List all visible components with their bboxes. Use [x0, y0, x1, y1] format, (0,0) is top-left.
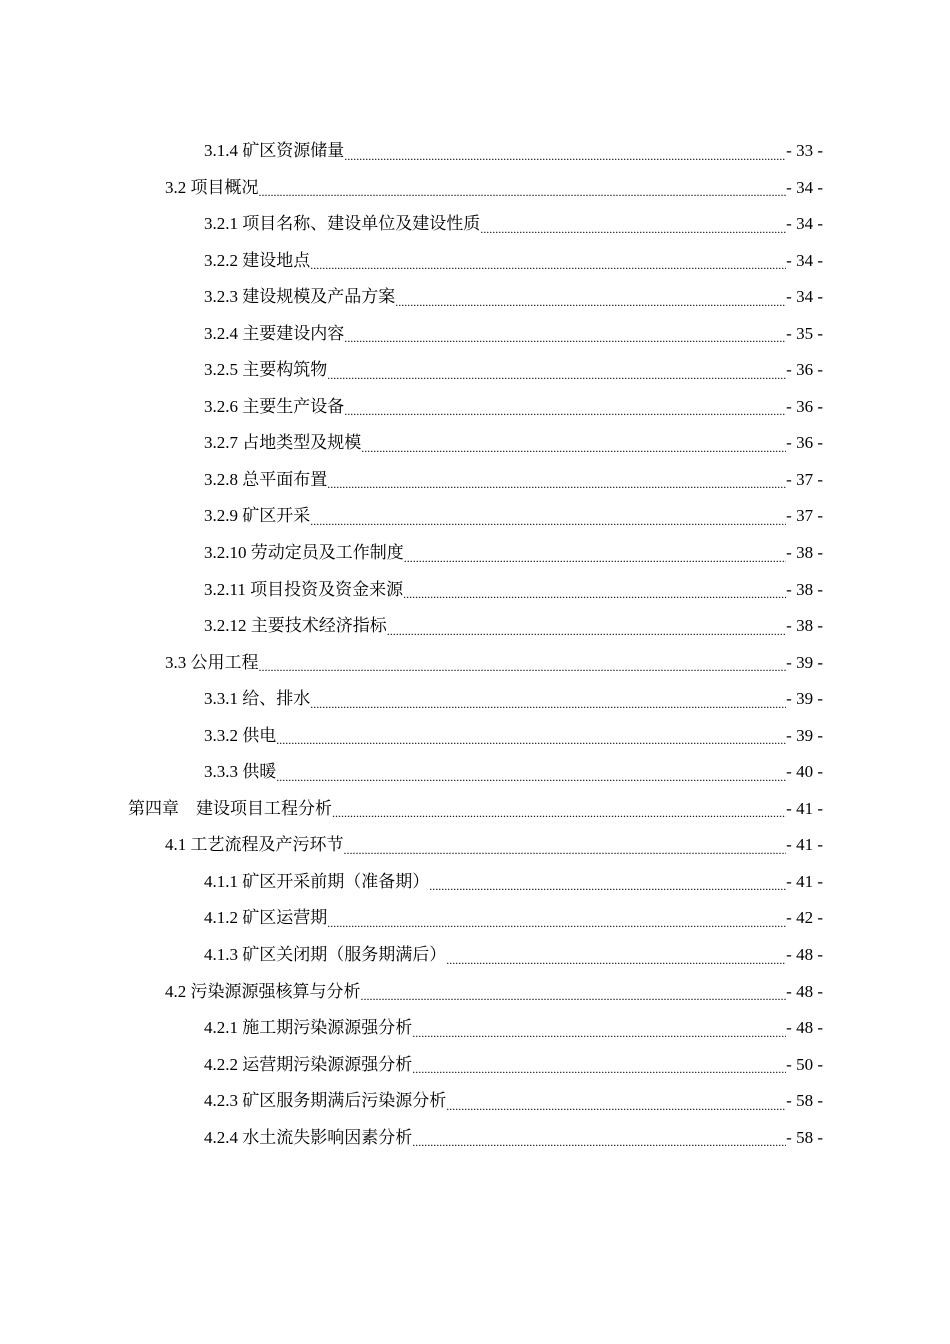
toc-entry-title: 3.2.10 劳动定员及工作制度 — [204, 543, 404, 563]
dot-leader — [327, 352, 786, 389]
dot-leader — [327, 462, 786, 499]
toc-entry[interactable] — [0, 937, 950, 974]
toc-entry-page-number: - 37 - — [786, 506, 823, 526]
toc-entry[interactable] — [0, 608, 950, 645]
toc-entry-title: 4.2 污染源源强核算与分析 — [165, 981, 361, 1001]
toc-entry[interactable] — [0, 1120, 950, 1157]
toc-entry[interactable] — [0, 243, 950, 280]
toc-entry[interactable] — [0, 498, 950, 535]
toc-entry-page-number: - 41 - — [786, 871, 823, 891]
dot-leader — [310, 498, 786, 535]
dot-leader — [276, 754, 786, 791]
toc-entry-page-number: - 42 - — [786, 908, 823, 928]
toc-entry-page-number: - 41 - — [786, 835, 823, 855]
toc-entry[interactable] — [0, 535, 950, 572]
toc-entry-page-number: - 35 - — [786, 323, 823, 343]
dot-leader — [344, 316, 786, 353]
dot-leader — [276, 718, 786, 755]
toc-entry-title: 3.2.1 项目名称、建设单位及建设性质 — [204, 214, 481, 234]
dot-leader — [395, 279, 786, 316]
toc-entry-title: 3.3.3 供暖 — [204, 762, 277, 782]
toc-entry-page-number: - 39 - — [786, 689, 823, 709]
toc-entry-title: 3.2.6 主要生产设备 — [204, 396, 345, 416]
toc-entry-page-number: - 34 - — [786, 287, 823, 307]
toc-entry-title: 3.2.5 主要构筑物 — [204, 360, 328, 380]
toc-entry-page-number: - 34 - — [786, 177, 823, 197]
dot-leader — [412, 1047, 786, 1084]
toc-entry-page-number: - 37 - — [786, 469, 823, 489]
toc-entry-page-number: - 36 - — [786, 396, 823, 416]
toc-entry-page-number: - 36 - — [786, 433, 823, 453]
toc-entry[interactable] — [0, 1083, 950, 1120]
toc-entry-page-number: - 34 - — [786, 250, 823, 270]
dot-leader — [361, 974, 787, 1011]
toc-entry[interactable] — [0, 316, 950, 353]
dot-leader — [259, 170, 787, 207]
dot-leader — [446, 937, 786, 974]
toc-entry-page-number: - 36 - — [786, 360, 823, 380]
dot-leader — [387, 608, 786, 645]
toc-entry[interactable] — [0, 279, 950, 316]
toc-entry[interactable] — [0, 827, 950, 864]
dot-leader — [332, 791, 786, 828]
dot-leader — [480, 206, 786, 243]
toc-entry-page-number: - 39 - — [786, 725, 823, 745]
dot-leader — [344, 827, 787, 864]
toc-entry-title: 4.1.2 矿区运营期 — [204, 908, 328, 928]
dot-leader — [412, 1120, 786, 1157]
toc-entry[interactable] — [0, 1010, 950, 1047]
dot-leader — [344, 389, 786, 426]
toc-entry[interactable] — [0, 389, 950, 426]
dot-leader — [429, 864, 786, 901]
toc-entry[interactable] — [0, 754, 950, 791]
toc-entry[interactable] — [0, 1047, 950, 1084]
toc-entry-title: 4.2.2 运营期污染源源强分析 — [204, 1054, 413, 1074]
toc-entry-page-number: - 48 - — [786, 945, 823, 965]
dot-leader — [404, 535, 786, 572]
toc-entry-page-number: - 41 - — [786, 798, 823, 818]
toc-entry-page-number: - 39 - — [786, 652, 823, 672]
toc-entry-title: 3.3.1 给、排水 — [204, 689, 311, 709]
toc-entry-page-number: - 48 - — [786, 1018, 823, 1038]
toc-entry-page-number: - 48 - — [786, 981, 823, 1001]
toc-entry-title: 3.2.11 项目投资及资金来源 — [204, 579, 404, 599]
toc-entry[interactable] — [0, 572, 950, 609]
toc-entry-title: 3.2.3 建设规模及产品方案 — [204, 287, 396, 307]
toc-entry-title: 3.1.4 矿区资源储量 — [204, 141, 345, 160]
dot-leader — [310, 243, 786, 280]
toc-entry-title: 4.2.1 施工期污染源源强分析 — [204, 1018, 413, 1038]
toc-entry-title: 4.1.3 矿区关闭期（服务期满后） — [204, 945, 447, 965]
toc-entry-page-number: - 38 - — [786, 543, 823, 563]
toc-entry-title: 3.2 项目概况 — [165, 177, 259, 197]
toc-entry-title: 4.2.3 矿区服务期满后污染源分析 — [204, 1091, 447, 1111]
toc-entry-page-number: - 58 - — [786, 1127, 823, 1147]
toc-entry[interactable] — [0, 864, 950, 901]
toc-entry-page-number: - 50 - — [786, 1054, 823, 1074]
dot-leader — [446, 1083, 786, 1120]
toc-entry-title: 3.2.9 矿区开采 — [204, 506, 311, 526]
dot-leader — [344, 133, 786, 170]
toc-entry-page-number: - 38 - — [786, 616, 823, 636]
toc-entry-page-number: - 40 - — [786, 762, 823, 782]
toc-entry-title: 4.1 工艺流程及产污环节 — [165, 835, 344, 855]
toc-entry-title: 3.2.7 占地类型及规模 — [204, 433, 362, 453]
toc-entry-title: 3.3.2 供电 — [204, 725, 277, 745]
toc-entry[interactable] — [0, 974, 950, 1011]
toc-entry-title: 3.2.4 主要建设内容 — [204, 323, 345, 343]
toc-entry[interactable] — [0, 900, 950, 937]
dot-leader — [327, 900, 786, 937]
toc-entry[interactable] — [0, 645, 950, 682]
toc-entry[interactable] — [0, 206, 950, 243]
toc-entry-title: 3.2.12 主要技术经济指标 — [204, 616, 387, 636]
toc-entry[interactable] — [0, 170, 950, 207]
dot-leader — [403, 572, 786, 609]
toc-entry[interactable] — [0, 462, 950, 499]
toc-entry-page-number: - 34 - — [786, 214, 823, 234]
toc-entry[interactable] — [0, 425, 950, 462]
toc-entry[interactable] — [0, 718, 950, 755]
toc-entry-title: 3.2.8 总平面布置 — [204, 469, 328, 489]
toc-entry[interactable] — [0, 133, 950, 170]
toc-entry-page-number: - 33 - — [786, 141, 823, 160]
toc-entry-page-number: - 58 - — [786, 1091, 823, 1111]
toc-entry[interactable] — [0, 681, 950, 718]
toc-entry-title: 3.3 公用工程 — [165, 652, 259, 672]
toc-entry[interactable] — [0, 352, 950, 389]
dot-leader — [361, 425, 786, 462]
dot-leader — [259, 645, 787, 682]
toc-entry-title: 4.1.1 矿区开采前期（准备期） — [204, 871, 430, 891]
toc-entry-page-number: - 38 - — [786, 579, 823, 599]
dot-leader — [412, 1010, 786, 1047]
toc-entry-title: 3.2.2 建设地点 — [204, 250, 311, 270]
toc-entry[interactable] — [0, 791, 950, 828]
table-of-contents — [0, 133, 950, 1156]
toc-entry-title: 第四章 建设项目工程分析 — [128, 798, 332, 818]
dot-leader — [310, 681, 786, 718]
toc-entry-title: 4.2.4 水土流失影响因素分析 — [204, 1127, 413, 1147]
